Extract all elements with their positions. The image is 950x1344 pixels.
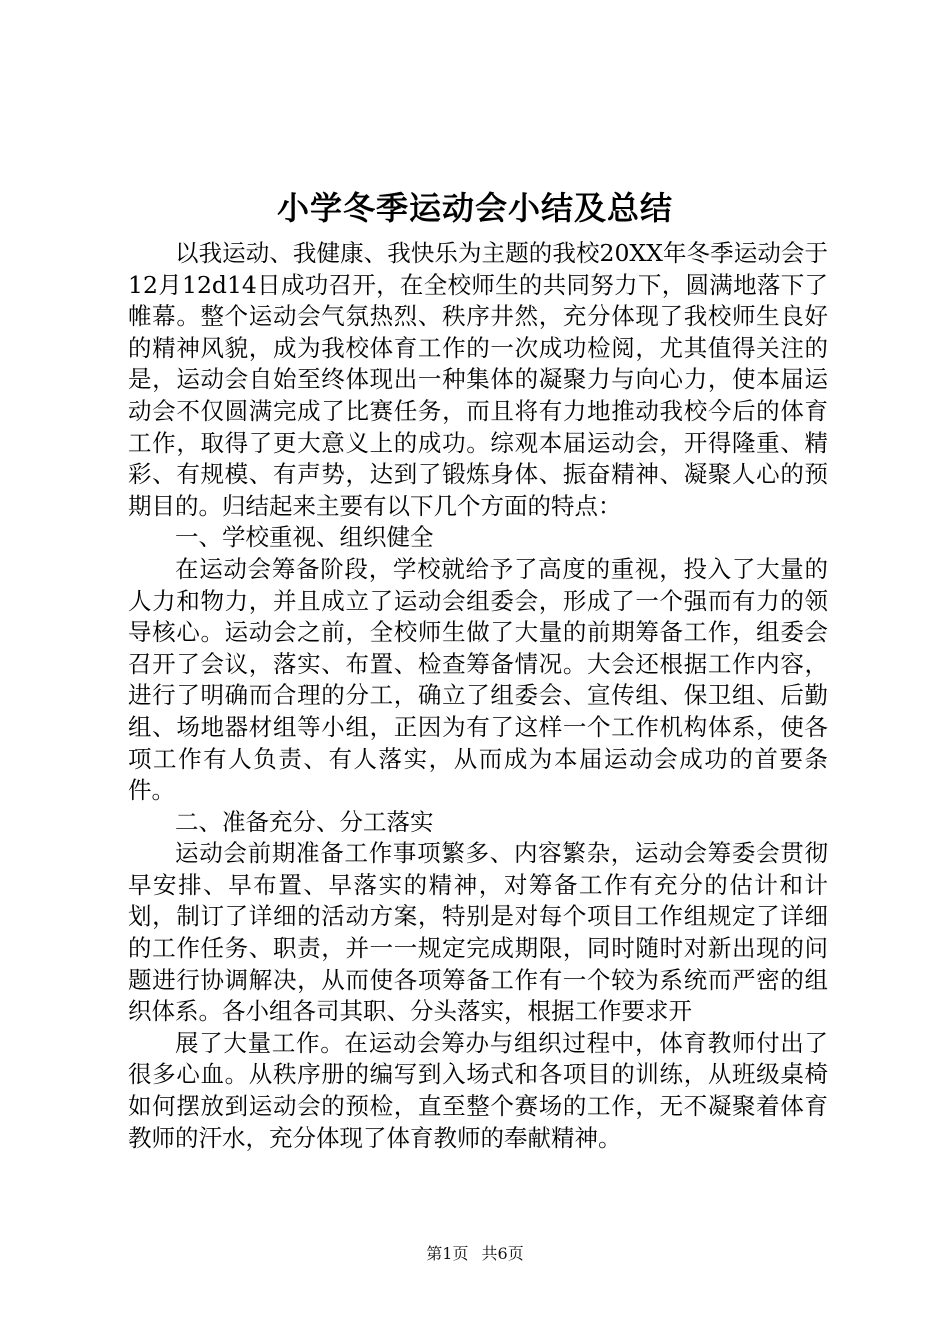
section-2-paragraph-continued: 展了大量工作。在运动会筹办与组织过程中，体育教师付出了很多心血。从秩序册的编写到入场式和各项目的训练，从班级桌椅如何摆放到运动会的预检，直至整个赛场的工作，无不凝聚着体育教师的汗水，充分体现了体育教师的奉献精神。 — [128, 1028, 828, 1152]
document-body — [128, 238, 828, 1154]
section-2-paragraph: 运动会前期准备工作事项繁多、内容繁杂，运动会筹委会贯彻早安排、早布置、早落实的精神，对筹备工作有充分的估计和计划，制订了详细的活动方案，特别是对每个项目工作组规定了详细的工作任务、职责，并一一规定完成期限，同时随时对新出现的问题进行协调解决，从而使各项筹备工作有一个较为系统而严密的组织体系。各小组各司其职、分头落实，根据工作要求开 — [128, 839, 828, 1026]
section-1-paragraph: 在运动会筹备阶段，学校就给予了高度的重视，投入了大量的人力和物力，并且成立了运动会组委会，形成了一个强而有力的领导核心。运动会之前，全校师生做了大量的前期筹备工作，组委会召开了会议，落实、布置、检查筹备情况。大会还根据工作内容，进行了明确而合理的分工，确立了组委会、宣传组、保卫组、后勤组、场地器材组等小组，正因为有了这样一个工作机构体系，使各项工作有人负责、有人落实，从而成为本届运动会成功的首要条件。 — [128, 554, 828, 805]
intro-paragraph: 以我运动、我健康、我快乐为主题的我校20XX年冬季运动会于12月12d14日成功召开，在全校师生的共同努力下，圆满地落下了帷幕。整个运动会气氛热烈、秩序井然，充分体现了我校师生良好的精神风貌，成为我校体育工作的一次成功检阅，尤其值得关注的是，运动会自始至终体现出一种集体的凝聚力与向心力，使本届运动会不仅圆满完成了比赛任务，而且将有力地推动我校今后的体育工作，取得了更大意义上的成功。综观本届运动会，开得隆重、精彩、有规模、有声势，达到了锻炼身体、振奋精神、凝聚人心的预期目的。归结起来主要有以下几个方面的特点： — [128, 239, 828, 520]
document-title: 小学冬季运动会小结及总结 — [276, 189, 673, 227]
page-number: 第1页 — [426, 1244, 469, 1263]
page-total: 共6页 — [481, 1244, 524, 1263]
page-footer — [0, 1242, 950, 1266]
section-heading-1: 一、学校重视、组织健全 — [175, 523, 434, 552]
section-heading-2: 二、准备充分、分工落实 — [175, 807, 434, 836]
